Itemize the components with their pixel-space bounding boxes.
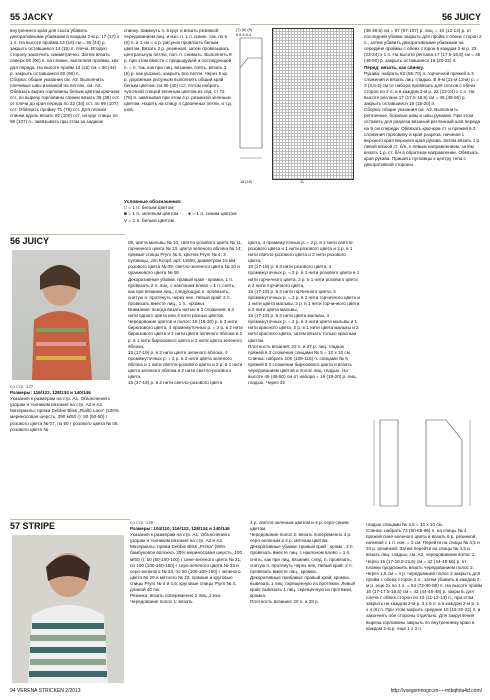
paragraph: Плотность вязания: 22 п. и 27 р. лиц. гладью пряжей в 3 сложения спицами № 5 = 10 х 10 см. (248, 343, 352, 355)
paragraph: Спинка: набрать 72 (80-88-96) п. на спицы № 4 пряжей сине-зеленого цвета и вязать 6 р. резинкой, начиная с 1 п. изн. = 2 см. Перейти на спицы № 4,5 и 33 р. резинкой. Затем перейти на спицы № 4,5 и вязать лиц. гладью, см. А2, чередованием полос 1. Через 15 (17-18,5-21,5) см = 42 (44-48-56) р. от планки продолжить вязать чередованием полос 2. Через 1,5 см = 4 р. чередования полос 2 закрыть для пройм с обеих сторон 2 п., затем убавить в каждом 2-м р. еще 2х по 1 п. = 64 (72-80-88) п. На высоте пройм 16 (17-17,5-18,5) см = 42 (44-46-48) р. закрыть для плеча с обеих сторон по 10 (11-12-13) п., при этом закрыть на каждом 2-м р. 3 х 6 п. и в каждом 2-м р. 1 х 4 (6) п. При этом закрыть средние 16 (18-20-22) п. и закончить обе стороны отдельно. Для закругления выреза горловины закрыть по внутреннему краю в каждом 2-м р. еще 1 х 3 п. (366, 528, 482, 631)
paragraph: цвета, 4 промежуточных р. = 2 р. в 2 нити светло-розового цвета и 1 нити розового цвета и 2 р. в 1 нити светло-розового цвета и 2 нити розового цвета, (248, 240, 354, 264)
paragraph: Материалы: пряжа Debbie Bliss „Rialto Lace“ (100% мериносовая шерсть, 390 м/50 г): 50 (50-50) г розового цвета № 07, по 50 г розового цвета № 06, розового цвета № (10, 408, 119, 432)
header-rule-left (10, 24, 240, 25)
section-title: STRIPE (22, 521, 56, 531)
juicy-schematic (366, 410, 480, 520)
paragraph: 15 (17-19) р. в 3 нити цвета мальвы, 4 промежуточных р. = 2 р. в 2 нити цвета мальвы и 1 нити красного цвета, 2 р. в 1 нити цвета мальвы и 2 нити красного цвета, затем вязать только красным цветом. (248, 313, 359, 343)
paragraph: Указания к размерам на стр. А1. Объяснения к узорам и техникам вязания на стр. А2 и А3. (10, 396, 111, 408)
section-title: JACKY (22, 12, 54, 22)
paragraph: 09, цвета мальвы № 10, светло-розового цвета № 11, горчичного цвета № 13, цвета зеленого яблока № 14; прямые спицы Prym № 5, крючок Prym № 4; 3 пуговицы, Jim Knopf, арт. 11650, диаметром 15 мм, розового цвета № 09, светло-зеленого цвета № 10 и оранжевого цвета № 08. (128, 240, 243, 276)
section-title: JUICY (22, 236, 50, 246)
juicy-photo (12, 250, 110, 380)
schematic-label: 16 (18) (240, 180, 253, 184)
stripe-text-col4 (366, 522, 482, 684)
paragraph: Декоративные убавки: правый край - кромк., 2 п. провязать вместе лиц. с наклоном влево = 1 п. снять, как при лиц. вязании, след. п. провязать, снятую п. протянуть через нее, Левый край: 2 п. провязать вместе лиц., кромка. (250, 544, 354, 574)
schematic-label: 6,5-5,5-4 (236, 33, 252, 37)
paragraph: Указания к размерам на стр. А1. Объяснения к узорам и техникам вязания на стр. А2 и А3. (130, 532, 231, 544)
legend-title: Условные обозначения: (124, 200, 182, 205)
knitting-chart (272, 28, 354, 180)
paragraph: Перед: вязать, как спинку. (364, 64, 424, 70)
paragraph: со стр. 137 (10, 384, 34, 389)
jacky-text-col1 (10, 28, 120, 228)
section-number: 56 (442, 12, 453, 22)
page-footer-url[interactable]: http://vsegomnogo.xn----mtbqfola4d.com/ (390, 688, 482, 694)
legend-text: ● = 1 п. синим цветом (188, 212, 237, 217)
paragraph: Декоративные убавки: правый край - кромка, 1 п. провязать 2 п. лиц. с наклоном влево = 1 п. снять, как при вязании лиц., следующую п. провязать, снятую п. протянуть через нее. Левый край: 2 п. провязать вместе лиц., 1 п., кромка. (128, 276, 236, 306)
paragraph: Сборка: общие указания см. А3. Выполнить регланные, боковые швы и швы рукавов. При этом оставить для разреза вязаный регланный шов переда на 9 см спереди. Обвязать крючком ст. и пряжей в 3 сложения горловину и края разреза, начиная с верхнего края верхнего края рукава. Затем вязать 1 р. левой вязкой ст. б/н, с левым направлением, затем вязать 1 р. ст. б/н в обратном направлении. Обвязать края рукава. Пришить пуговицы к центру тела с декоративной стороны. (364, 107, 481, 168)
child-photo-illustration (12, 250, 110, 380)
juicy-text-col2 (128, 240, 243, 514)
garment-schematic (236, 28, 270, 178)
legend-item-v (124, 219, 244, 225)
legend-text: V = 1 п. белым цветом (124, 218, 174, 224)
paragraph: 15 (17-19) р. в 3 нити цвета зеленого яблока, 4 промежуточных р. = 2 р. в 2 нити цвета зеленого яблока и 1 нити светло-розового цвета и 2 р. в 1 нити цвета зеленого яблока и 2 нити светло-розового цвета, (128, 349, 243, 380)
paragraph: Материалы: пряжа Debbie Bliss „Prima“ (80% бамбуковое волокно, 20% мериносовая шерсть, 100 м/50 г): 50 (50-100-100) г сине-зеленого цвета № 21, по 100 (100-150-150) г серо-зеленого цвета № 33 и серо-зеленого № 34, по 50 (100-100-150) г зеленого цвета № 29 и мятного № 22; прямые и круговые спицы Prym № 4 и 4,5; круговые спицы Prym № 4, длиной 40 см. (130, 544, 243, 593)
paragraph: Сборка: общие указания см. А3. Выполнить плечевые швы изнанкой на петлях, см. А3. Обвязать вырез горловины белым цветом крючком сст, по вырезу горловины спинки вязать 35 (39) сст, от плеча до края переда по 32 (34) сст, по 99 (107) сст. Обвязать пройму 71 (75) сст. Для планки спинки вдоль вязать 92 (100) сст, на круг спицы по 99 (107) п., завязывать при этом за заднюю (10, 76, 120, 125)
paragraph: со стр. 138 (130, 520, 154, 525)
left-page-header (10, 12, 53, 23)
paragraph: Плотность вязания: 20 п. и 28 р. (250, 599, 319, 605)
section-rule (10, 234, 125, 235)
symbol-legend (124, 200, 244, 232)
stripe-text-col3 (250, 520, 362, 684)
paragraph: Чередование цветов и полос: 16 (18-20) р. в 3 нити бирюзового цвета, 4 промежуточных р. = 2 р. в 2 нити бирюзового цвета и 1 нити цвета зеленого яблока и 2 р. в 1 нити бирюзового цвета и 2 нити цвета зеленого яблока, (128, 319, 243, 349)
paragraph: Внимание: всегда вязать нитью в 3 сложения: в 3 нити одного цвета или 3 нити разных цветов. (128, 307, 234, 319)
paragraph: 4 р. светло-зеленым цветом и 4 р. серо-синим цветом. (250, 520, 349, 532)
paragraph: Размеры: 104/110, 116/122, 128/134 и 140/146 (130, 526, 230, 532)
page-footer-left: 94 VERENA STRICKEN 2/2013 (10, 688, 81, 694)
paragraph: Резинка: вязать попеременно 2 лиц.,2 изн. (130, 593, 222, 599)
paragraph: Спинка: набрать 100 (108-116) п. спицами № 5 пряжей в 3 сложении бирюзового цвета и вязать чередованием цветов и полос лиц. гладью. На высоте 46 (48-50) см от набора = 16 (18-20) р. лиц. гладью. Через 32 (248, 355, 357, 386)
section-header-juicy (10, 236, 49, 247)
section-number: 55 (10, 12, 21, 22)
paragraph: гладью спицами № 4,5 = 10 x 10 см. (366, 522, 444, 527)
section-number: 56 (10, 236, 21, 246)
paragraph: Размеры: 116/122, 128/134 и 140/146 (10, 390, 91, 396)
legend-item-blue (188, 212, 237, 218)
paragraph: 15 (17-19) р. в 3 нити светло-розового цвета (128, 380, 223, 386)
schematic-svg (366, 410, 480, 520)
paragraph: Чередование полос 2: вязать попеременно 4 р. серо-зеленым и 4 р. мятным цветом. (250, 532, 352, 544)
juicy-text-col1 (10, 384, 126, 510)
juicy-text-col3 (248, 240, 360, 514)
schematic-label: 11 (300, 180, 304, 184)
paragraph: 15 (17-19) р. в 3 нити горчичного цвета, 4 промежуточных р. = 2 р. в 2 нити горчичного цвета и 1 нити цвета мальвы, 2 р. в 1 нити горчичного цвета и 2 нити цвета мальвы, (248, 288, 360, 313)
schematic-svg (236, 28, 270, 178)
stripe-photo (12, 535, 124, 683)
right-page-header (442, 12, 481, 23)
header-rule-right (250, 24, 480, 25)
section-header-stripe (10, 521, 55, 532)
juicy-text-right-col (364, 28, 482, 408)
paragraph: спинку. Замкнуть п. в круг и вязать резинкой чередованием лиц. и изн. п. 1 п. изнан. так, по 6 (6) п. и 1 см = 4 р. рисунок провязать белым цветом. Вязать 2 р. резинкой, затем провязывать центральную петлю, пол. п. снимать. Выполнять 8 р. при этом вместе с предыдущей и последующей п. = п. так, как при лиц. вязании, снять, вязать 3 (5) р. как указано, закрыть все петли. Через 5 кр. р. дорожным рисунком выполнить общий край белым цветом, по 36 (40) сст, потом набрать чулочной спицей зеленым цветом из сед. ст 72 (76) п. завязывая при этом 4 р. резинкой зеленым цветом. Надеть на спицу 4 сдвоенных петли, и т.д. шов. (124, 28, 232, 113)
legend-text: □ = 1 п. белым цветом (124, 206, 174, 212)
paragraph: (36-39,5) см = 87 (97-107) р. лиц. = 10 (12-14) р. от последней убавки закрыть для пройм с обеих сторон 2 п., затем убавить декоративными убавками на середине проймы с обеих сторон в каждом 2-м р. 22 (23-24) х 1 п. На высоте реглана 17 (17,5-18,5) см = 46 (48-50) р. закрыть оставшиеся 18 (20-22) п. (364, 28, 482, 64)
section-number: 57 (10, 521, 21, 531)
paragraph: внутреннего края для скоса убавить декоративными убавками в каждом 2-м р. 17 (17) х 1 п. На высоте пройма 13 (16) см = 36 (44) р. закрыть оставшиеся 14 (15) п. плеча. Вторую сторону закончить симметрично. Затем вязать поверх 80 (90) п. на спинке, выполняя проймы, как для переда. На высоте пройм 13 (16) см = 36 (44) р. закрыть оставшиеся 60 (66) п. (10, 28, 120, 76)
jacky-text-col2 (124, 28, 232, 208)
paragraph: Рукава: набрать 62 (66-70) п. горчичной пряжей в 3 сложения и вязать лиц. гладью. В 9-м (11-м 13-м) р. = 3 (3,5-4) см от набора провязать для скосов с обеих сторон по 2 п. и в каждом 2-м р. 22 (23-24) х 1 п. На высоте реглана 17 (17,5-18,5) см = 46 (48-50) р. закрыть оставшиеся 16 (18-20) п. (364, 70, 479, 107)
stripe-text-col2 (130, 520, 245, 684)
paragraph: 15 (17-19) р. в 3 нити розового цвета, 4 промежуточных р. = 2 р. в 2 нити розового цвета и 1 нити горчичного цвета, 2 р. в 1 нити розового цвета и 2 нити горчичного цвета, (248, 264, 360, 288)
section-title: JUICY (454, 12, 482, 22)
schematic-label: (7) (6) (5) (236, 28, 253, 32)
paragraph: Декоративные прибавки: правый край: кромка, вывязать 1 лиц. скрещенную из протяжки. Левый край: вывязать 1 лиц. скрещенную из протяжки, кромка. (250, 574, 356, 599)
section-rule (10, 519, 130, 520)
child-photo-illustration (12, 535, 124, 683)
legend-text: ■ = 1 п. зеленым цветом (124, 212, 179, 218)
paragraph: Чередование полос 1: вязать (130, 599, 193, 605)
